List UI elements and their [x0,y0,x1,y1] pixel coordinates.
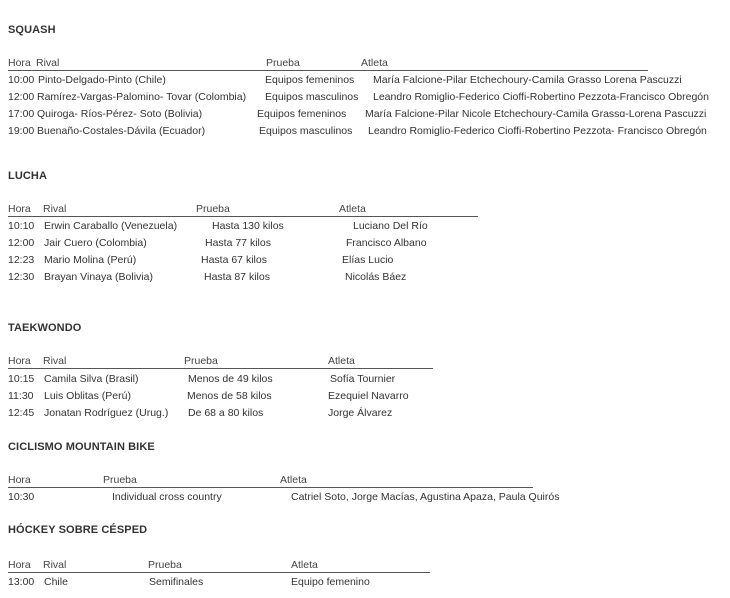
table-header-taekwondo [8,355,433,371]
cell-prueba: Equipos femeninos [257,108,347,120]
cell-hora: 19:00 [8,125,35,137]
cell-atleta: Francisco Albano [346,237,427,249]
header-hora: Hora [8,203,31,215]
header-hora: Hora [8,559,31,571]
header-atleta: Atleta [280,474,307,486]
cell-prueba: Individual cross country [112,491,222,503]
cell-atleta: Leandro Romiglio-Federico Cioffi-Robertino Pezzota-Francisco Obregón [373,91,709,103]
cell-hora: 10:30 [8,491,35,503]
cell-rival: Pinto-Delgado-Pinto (Chile) [38,74,166,86]
header-rival: Rival [43,203,67,215]
table-header-ciclismo [8,474,533,490]
cell-hora: 10:00 [8,74,35,86]
cell-hora: 17:00 [8,108,35,120]
header-atleta: Atleta [339,203,366,215]
cell-rival: Chile [44,576,68,588]
cell-rival: Brayan Vinaya (Bolivia) [44,271,153,283]
cell-prueba: Menos de 49 kilos [188,373,273,385]
header-atleta: Atleta [291,559,318,571]
cell-hora: 10:15 [8,373,35,385]
section-title-lucha: LUCHA [8,170,47,182]
header-prueba: Prueba [184,355,218,367]
section-title-hockey: HÓCKEY SOBRE CÉSPED [8,524,148,536]
header-rival: Rival [43,355,67,367]
header-divider [8,572,430,573]
cell-atleta: Jorge Álvarez [328,407,393,419]
cell-rival: Buenaño-Costales-Dávila (Ecuador) [37,125,206,137]
cell-atleta: María Falcione-Pilar Nicole Etchechoury-Camila Grassɑ-Lorena Pascuzzi [365,108,707,120]
table-header-squash [8,57,648,73]
cell-hora: 12:00 [8,237,35,249]
header-rival: Rival [36,57,60,69]
cell-atleta: Luciano Del Río [353,220,428,232]
cell-rival: Ramírez-Vargas-Palomino- Tovar (Colombia) [37,91,247,103]
cell-prueba: Hasta 130 kilos [212,220,284,232]
header-divider [8,70,648,71]
cell-atleta: Sofía Tournier [330,373,396,385]
cell-atleta: Equipo femenino [291,576,370,588]
cell-prueba: Equipos masculinos [265,91,359,103]
cell-hora: 12:00 [8,91,35,103]
cell-rival: Quiroga- Ríos-Pérez- Soto (Bolivia) [37,108,203,120]
header-divider [8,487,533,488]
cell-rival: Mario Molina (Perú) [44,254,137,266]
section-title-taekwondo: TAEKWONDO [8,322,82,334]
cell-prueba: De 68 a 80 kilos [188,407,264,419]
cell-hora: 10:10 [8,220,35,232]
cell-prueba: Equipos masculinos [259,125,353,137]
cell-hora: 13:00 [8,576,35,588]
cell-hora: 11:30 [8,390,34,402]
table-header-lucha [8,203,478,219]
cell-rival: Erwin Caraballo (Venezuela) [44,220,178,232]
cell-atleta: Catriel Soto, Jorge Macías, Agustina Apaza, Paula Quirós [291,491,560,503]
cell-atleta: Elías Lucio [342,254,394,266]
header-divider [8,216,478,217]
cell-atleta: Leandro Romiglio-Federico Cioffi-Robertino Pezzota- Francisco Obregón [368,125,707,137]
cell-prueba: Menos de 58 kilos [187,390,272,402]
cell-hora: 12:45 [8,407,35,419]
cell-prueba: Hasta 67 kilos [201,254,267,266]
cell-rival: Jair Cuero (Colombia) [44,237,147,249]
cell-prueba: Semifinales [149,576,204,588]
header-prueba: Prueba [148,559,182,571]
header-atleta: Atleta [328,355,355,367]
header-rival: Rival [43,559,67,571]
cell-atleta: Nicolás Báez [345,271,407,283]
section-title-squash: SQUASH [8,24,56,36]
header-hora: Hora [8,355,31,367]
cell-prueba: Equipos femeninos [265,74,355,86]
cell-rival: Camila Silva (Brasil) [44,373,139,385]
cell-prueba: Hasta 87 kilos [204,271,270,283]
cell-atleta: María Falcione-Pilar Etchechoury-Camila Grasso Lorena Pascuzzi [373,74,682,86]
cell-hora: 12:30 [8,271,35,283]
header-hora: Hora [8,57,31,69]
cell-atleta: Ezequiel Navarro [328,390,409,402]
header-prueba: Prueba [103,474,137,486]
header-prueba: Prueba [266,57,300,69]
header-divider [8,368,433,369]
header-prueba: Prueba [196,203,230,215]
cell-rival: Jonatan Rodríguez (Urug.) [44,407,169,419]
cell-hora: 12:23 [8,254,35,266]
header-atleta: Atleta [361,57,388,69]
table-header-hockey [8,559,430,575]
cell-rival: Luis Oblitas (Perú) [44,390,131,402]
cell-prueba: Hasta 77 kilos [205,237,271,249]
section-title-ciclismo: CICLISMO MOUNTAIN BIKE [8,441,155,453]
header-hora: Hora [8,474,31,486]
